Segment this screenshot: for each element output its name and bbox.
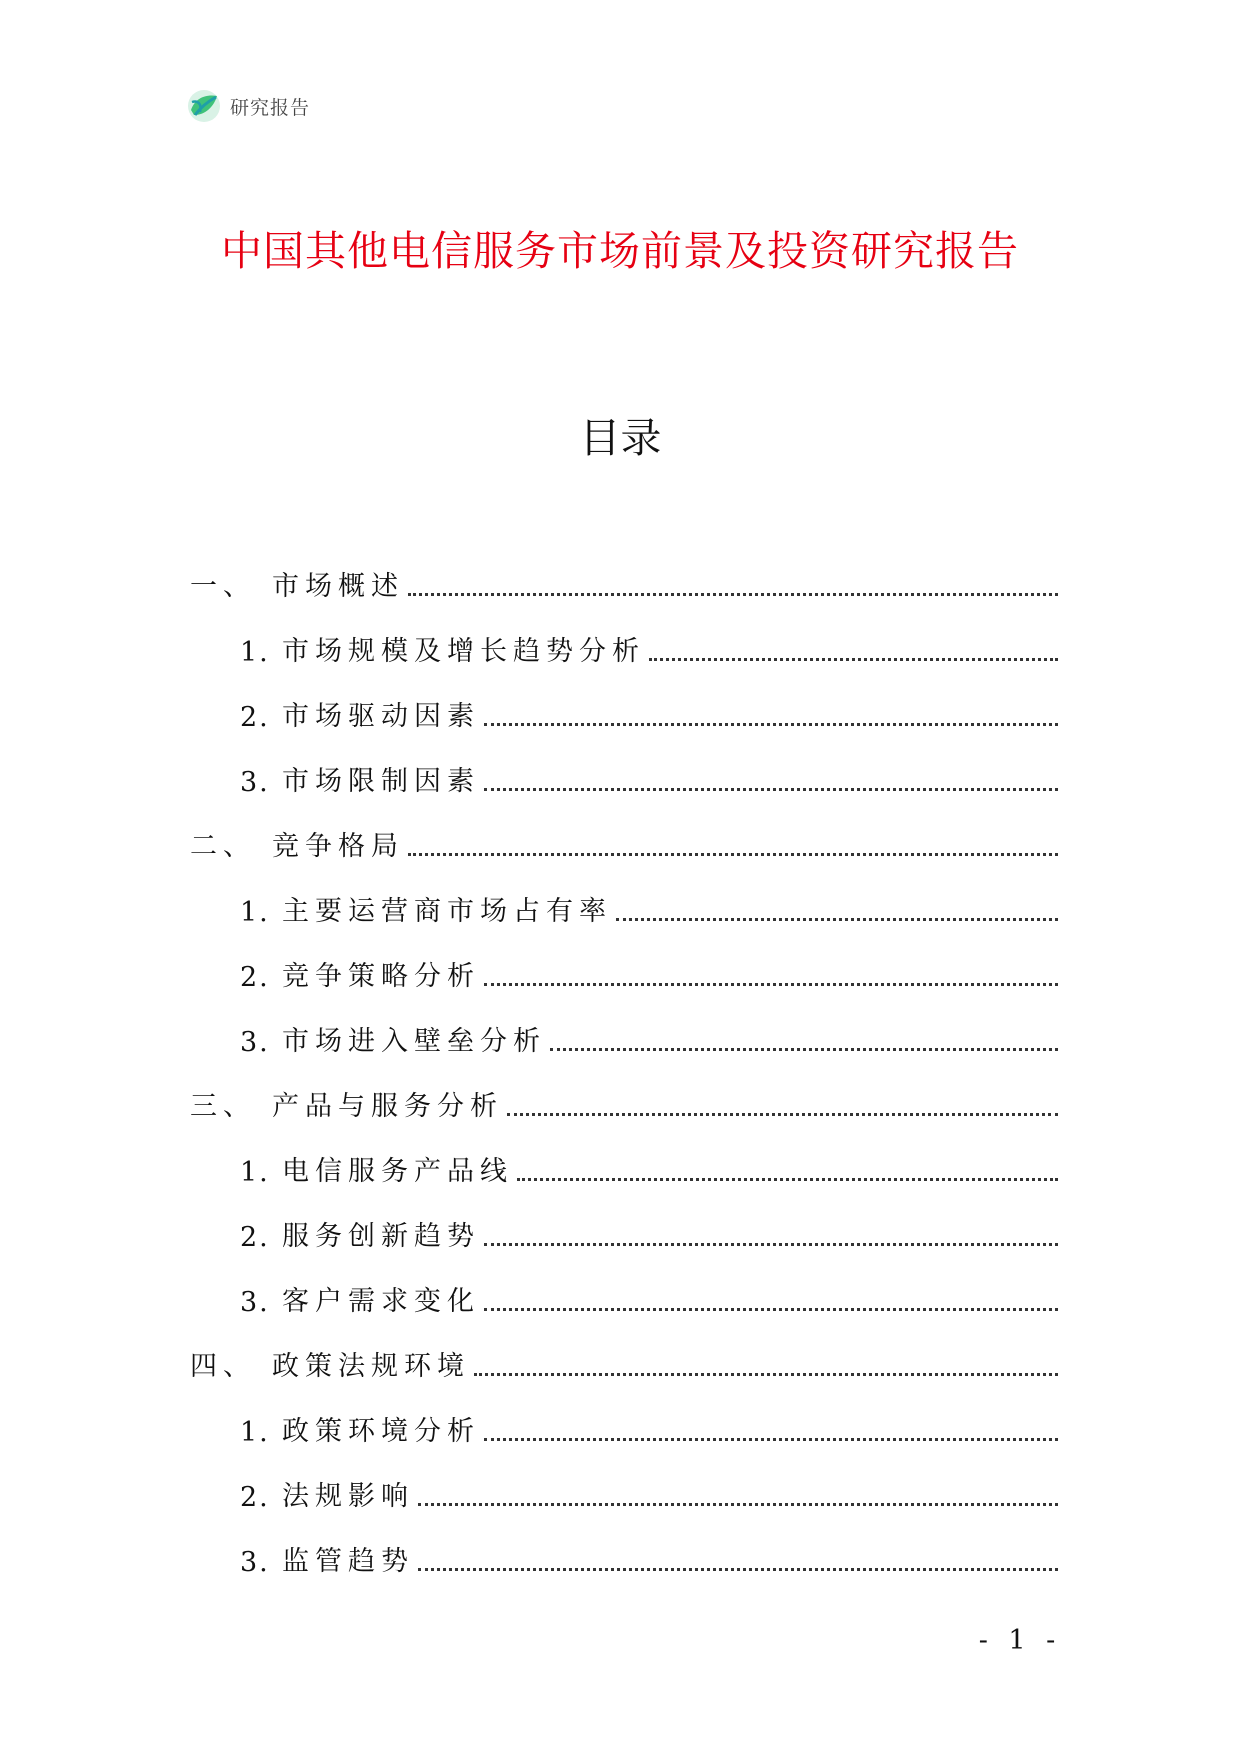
toc-entry-number: 3. xyxy=(240,1547,270,1578)
toc-dot-leader xyxy=(474,1373,1058,1376)
toc-entry-label: 市场进入壁垒分析 xyxy=(282,1026,546,1057)
table-of-contents xyxy=(190,538,1058,1578)
toc-dot-leader xyxy=(484,1308,1058,1311)
toc-entry-label: 服务创新趋势 xyxy=(282,1221,480,1252)
toc-section-entry[interactable] xyxy=(190,1058,1058,1123)
toc-dot-leader xyxy=(484,1243,1058,1246)
toc-entry-label: 法规影响 xyxy=(282,1481,414,1512)
toc-entry-number: 2. xyxy=(240,962,270,993)
toc-subsection-entry[interactable] xyxy=(190,1513,1058,1578)
header-label: 研究报告 xyxy=(230,96,311,119)
toc-dot-leader xyxy=(484,1438,1058,1441)
page-number: - 1 - xyxy=(978,1625,1062,1656)
toc-dot-leader xyxy=(517,1178,1058,1181)
toc-entry-label: 市场规模及增长趋势分析 xyxy=(282,636,645,667)
toc-entry-label: 市场概述 xyxy=(272,571,404,602)
toc-entry-number: 3. xyxy=(240,767,270,798)
toc-dot-leader xyxy=(550,1048,1058,1051)
toc-dot-leader xyxy=(649,658,1058,661)
toc-dot-leader xyxy=(484,983,1058,986)
toc-entry-label: 竞争策略分析 xyxy=(282,961,480,992)
toc-heading: 目录 xyxy=(579,414,662,462)
toc-dot-leader xyxy=(484,723,1058,726)
toc-entry-number: 2. xyxy=(240,1482,270,1513)
toc-entry-number: 3. xyxy=(240,1027,270,1058)
toc-entry-number: 一、 xyxy=(190,571,256,602)
page-header xyxy=(186,88,310,124)
toc-section-entry[interactable] xyxy=(190,1318,1058,1383)
toc-entry-label: 客户需求变化 xyxy=(282,1286,480,1317)
toc-subsection-entry[interactable] xyxy=(190,733,1058,798)
toc-entry-number: 二、 xyxy=(190,831,256,862)
toc-entry-number: 三、 xyxy=(190,1091,256,1122)
toc-entry-number: 1. xyxy=(240,897,270,928)
toc-entry-number: 2. xyxy=(240,702,270,733)
toc-entry-number: 3. xyxy=(240,1287,270,1318)
toc-dot-leader xyxy=(418,1568,1058,1571)
toc-entry-number: 1. xyxy=(240,1417,270,1448)
toc-entry-label: 市场限制因素 xyxy=(282,766,480,797)
toc-subsection-entry[interactable] xyxy=(190,668,1058,733)
toc-entry-number: 四、 xyxy=(190,1351,256,1382)
toc-entry-number: 1. xyxy=(240,1157,270,1188)
toc-entry-label: 电信服务产品线 xyxy=(282,1156,513,1187)
toc-entry-label: 竞争格局 xyxy=(272,831,404,862)
toc-dot-leader xyxy=(408,593,1058,596)
toc-subsection-entry[interactable] xyxy=(190,1253,1058,1318)
toc-subsection-entry[interactable] xyxy=(190,928,1058,993)
toc-subsection-entry[interactable] xyxy=(190,1383,1058,1448)
toc-subsection-entry[interactable] xyxy=(190,993,1058,1058)
toc-entry-label: 政策法规环境 xyxy=(272,1351,470,1382)
toc-entry-label: 政策环境分析 xyxy=(282,1416,480,1447)
toc-entry-label: 监管趋势 xyxy=(282,1546,414,1577)
leaf-logo-icon xyxy=(186,88,222,124)
toc-entry-number: 2. xyxy=(240,1222,270,1253)
toc-subsection-entry[interactable] xyxy=(190,1188,1058,1253)
report-title: 中国其他电信服务市场前景及投资研究报告 xyxy=(221,227,1019,275)
toc-dot-leader xyxy=(418,1503,1058,1506)
toc-dot-leader xyxy=(484,788,1058,791)
toc-subsection-entry[interactable] xyxy=(190,863,1058,928)
toc-entry-label: 市场驱动因素 xyxy=(282,701,480,732)
toc-entry-label: 主要运营商市场占有率 xyxy=(282,896,612,927)
toc-section-entry[interactable] xyxy=(190,798,1058,863)
toc-dot-leader xyxy=(408,853,1058,856)
toc-entry-number: 1. xyxy=(240,637,270,668)
toc-dot-leader xyxy=(507,1113,1058,1116)
toc-subsection-entry[interactable] xyxy=(190,1448,1058,1513)
toc-entry-label: 产品与服务分析 xyxy=(272,1091,503,1122)
toc-subsection-entry[interactable] xyxy=(190,603,1058,668)
toc-section-entry[interactable] xyxy=(190,538,1058,603)
toc-subsection-entry[interactable] xyxy=(190,1123,1058,1188)
toc-dot-leader xyxy=(616,918,1058,921)
